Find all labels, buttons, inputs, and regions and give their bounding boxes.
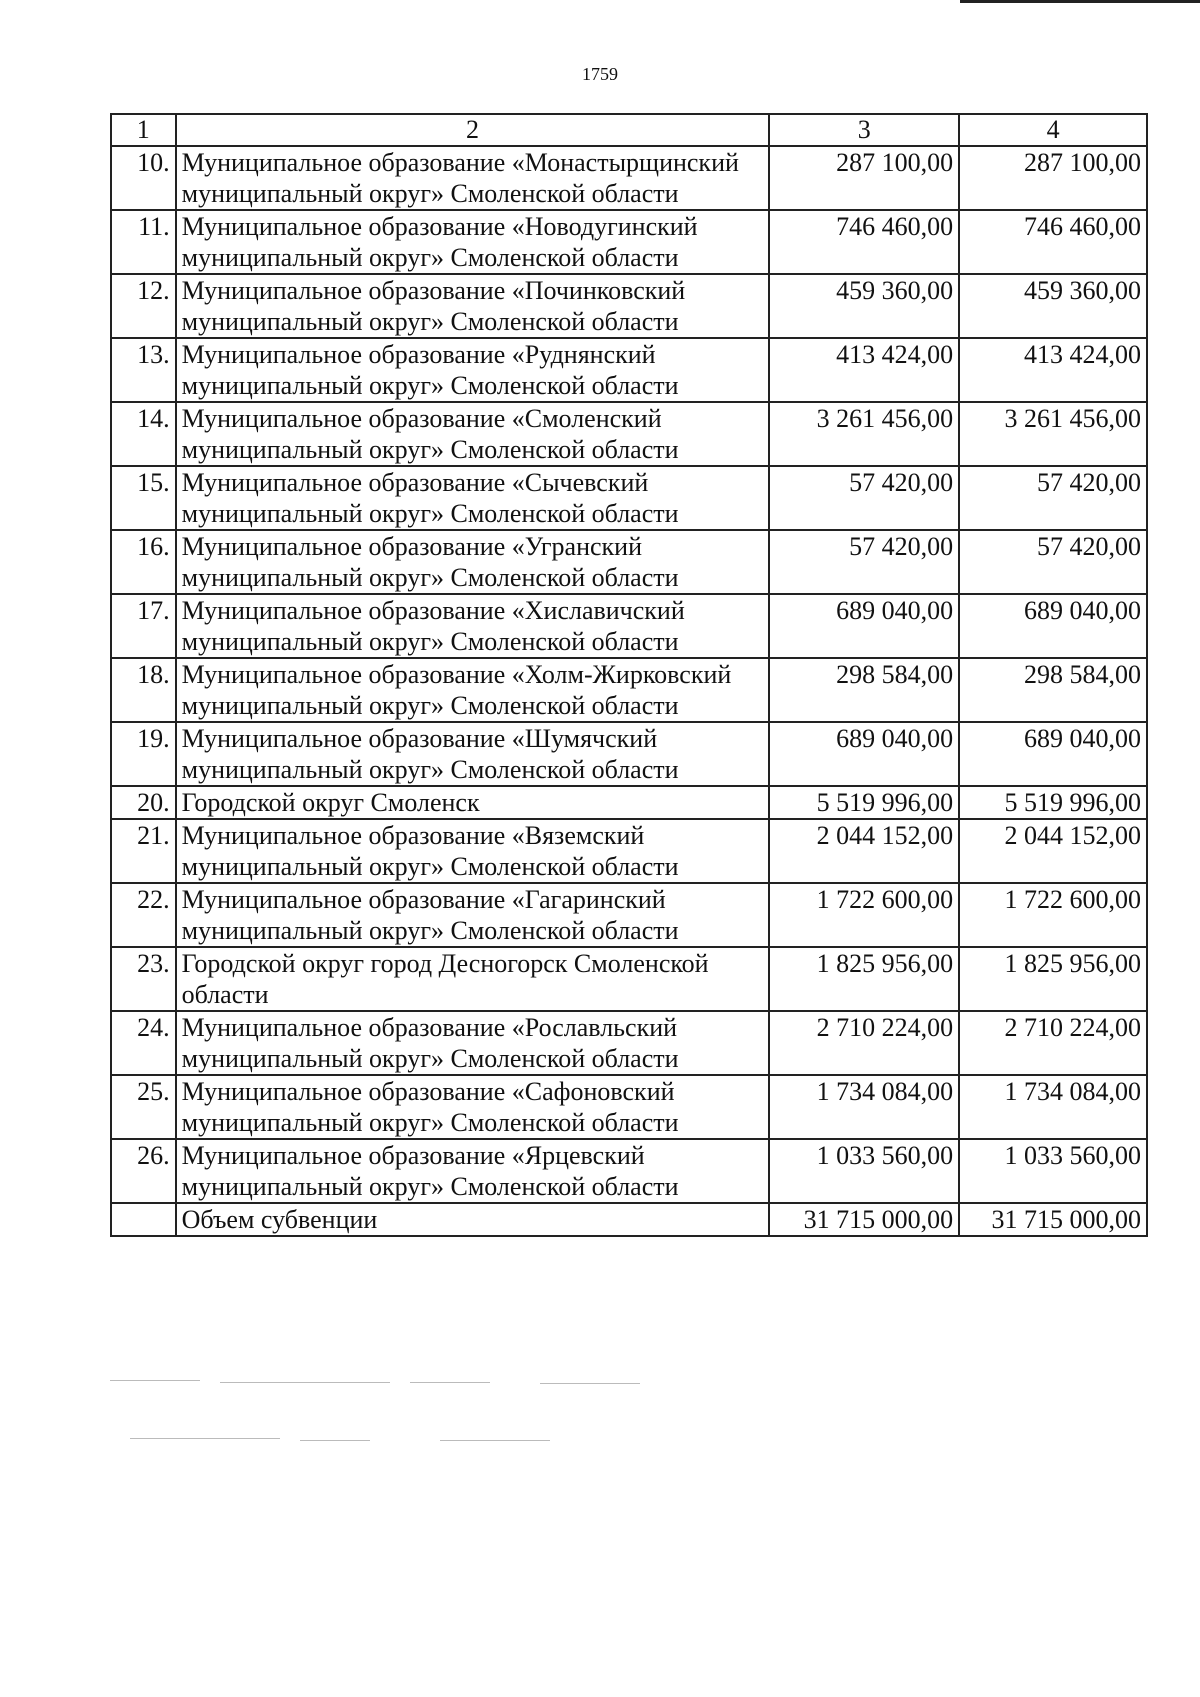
- column-3-value: 2 044 152,00: [769, 819, 959, 883]
- column-4-value: 746 460,00: [959, 210, 1147, 274]
- table-row: [111, 1075, 1147, 1139]
- municipality-name: Муниципальное образование «Починковский муниципальный округ» Смоленской области: [176, 274, 770, 338]
- table-row: [111, 274, 1147, 338]
- row-number: 23.: [111, 947, 176, 1011]
- column-3-value: 746 460,00: [769, 210, 959, 274]
- table-row: [111, 338, 1147, 402]
- scan-noise: [220, 1382, 390, 1383]
- row-number: 11.: [111, 210, 176, 274]
- municipality-name: Муниципальное образование «Рославльский муниципальный округ» Смоленской области: [176, 1011, 770, 1075]
- municipality-name: Муниципальное образование «Гагаринский муниципальный округ» Смоленской области: [176, 883, 770, 947]
- column-3-value: 287 100,00: [769, 146, 959, 210]
- table-row: [111, 1011, 1147, 1075]
- column-header: 2: [176, 114, 770, 146]
- scan-noise: [130, 1438, 280, 1439]
- municipality-name: Городской округ Смоленск: [176, 786, 770, 819]
- column-3-value: 1 825 956,00: [769, 947, 959, 1011]
- row-number: 17.: [111, 594, 176, 658]
- column-header: 3: [769, 114, 959, 146]
- table-row: [111, 1139, 1147, 1203]
- column-3-value: 57 420,00: [769, 466, 959, 530]
- row-number: 10.: [111, 146, 176, 210]
- row-number: 16.: [111, 530, 176, 594]
- table-row: [111, 658, 1147, 722]
- column-3-value: 298 584,00: [769, 658, 959, 722]
- column-3-value: 2 710 224,00: [769, 1011, 959, 1075]
- column-4-value: 3 261 456,00: [959, 402, 1147, 466]
- scan-noise: [110, 1380, 200, 1381]
- table-row: [111, 146, 1147, 210]
- row-number: 18.: [111, 658, 176, 722]
- column-3-value: 1 722 600,00: [769, 883, 959, 947]
- municipality-name: Муниципальное образование «Хиславичский муниципальный округ» Смоленской области: [176, 594, 770, 658]
- table-row: [111, 530, 1147, 594]
- scan-noise: [440, 1440, 550, 1441]
- municipality-name: Муниципальное образование «Вяземский муниципальный округ» Смоленской области: [176, 819, 770, 883]
- column-4-value: 689 040,00: [959, 722, 1147, 786]
- column-4-value: 1 722 600,00: [959, 883, 1147, 947]
- municipality-name: Муниципальное образование «Сычевский муниципальный округ» Смоленской области: [176, 466, 770, 530]
- column-4-value: 1 825 956,00: [959, 947, 1147, 1011]
- table-row: [111, 883, 1147, 947]
- table-row: [111, 210, 1147, 274]
- row-number: 13.: [111, 338, 176, 402]
- row-number: 15.: [111, 466, 176, 530]
- column-3-value: 31 715 000,00: [769, 1203, 959, 1236]
- column-4-value: 1 734 084,00: [959, 1075, 1147, 1139]
- row-number: 25.: [111, 1075, 176, 1139]
- column-4-value: 2 044 152,00: [959, 819, 1147, 883]
- column-3-value: 459 360,00: [769, 274, 959, 338]
- row-number: 22.: [111, 883, 176, 947]
- municipality-name: Муниципальное образование «Ярцевский муниципальный округ» Смоленской области: [176, 1139, 770, 1203]
- table-row: [111, 466, 1147, 530]
- column-4-value: 459 360,00: [959, 274, 1147, 338]
- column-4-value: 689 040,00: [959, 594, 1147, 658]
- scan-edge-line: [960, 0, 1200, 3]
- municipality-name: Муниципальное образование «Шумячский муниципальный округ» Смоленской области: [176, 722, 770, 786]
- row-number: 24.: [111, 1011, 176, 1075]
- table-row: [111, 722, 1147, 786]
- municipality-name: Муниципальное образование «Угранский муниципальный округ» Смоленской области: [176, 530, 770, 594]
- row-number: 19.: [111, 722, 176, 786]
- column-3-value: 3 261 456,00: [769, 402, 959, 466]
- table-body: [111, 146, 1147, 1236]
- table-row: [111, 947, 1147, 1011]
- column-3-value: 689 040,00: [769, 722, 959, 786]
- municipality-name: Объем субвенции: [176, 1203, 770, 1236]
- scan-noise: [540, 1383, 640, 1384]
- table-row: [111, 594, 1147, 658]
- column-header: 1: [111, 114, 176, 146]
- column-4-value: 2 710 224,00: [959, 1011, 1147, 1075]
- column-3-value: 689 040,00: [769, 594, 959, 658]
- row-number: 12.: [111, 274, 176, 338]
- column-4-value: 287 100,00: [959, 146, 1147, 210]
- scan-noise: [300, 1440, 370, 1441]
- municipality-name: Муниципальное образование «Сафоновский муниципальный округ» Смоленской области: [176, 1075, 770, 1139]
- total-row: [111, 1203, 1147, 1236]
- column-header: 4: [959, 114, 1147, 146]
- column-4-value: 298 584,00: [959, 658, 1147, 722]
- column-3-value: 57 420,00: [769, 530, 959, 594]
- row-number: [111, 1203, 176, 1236]
- column-4-value: 57 420,00: [959, 530, 1147, 594]
- column-4-value: 31 715 000,00: [959, 1203, 1147, 1236]
- column-3-value: 1 033 560,00: [769, 1139, 959, 1203]
- column-4-value: 5 519 996,00: [959, 786, 1147, 819]
- municipality-name: Муниципальное образование «Новодугинский муниципальный округ» Смоленской области: [176, 210, 770, 274]
- municipality-name: Муниципальное образование «Руднянский муниципальный округ» Смоленской области: [176, 338, 770, 402]
- row-number: 14.: [111, 402, 176, 466]
- table-row: [111, 819, 1147, 883]
- page-number: 1759: [582, 64, 618, 84]
- column-4-value: 57 420,00: [959, 466, 1147, 530]
- table-row: [111, 786, 1147, 819]
- municipality-name: Муниципальное образование «Монастырщинский муниципальный округ» Смоленской области: [176, 146, 770, 210]
- column-3-value: 413 424,00: [769, 338, 959, 402]
- row-number: 21.: [111, 819, 176, 883]
- column-4-value: 413 424,00: [959, 338, 1147, 402]
- scan-noise: [410, 1382, 490, 1383]
- municipality-name: Муниципальное образование «Холм-Жирковский муниципальный округ» Смоленской области: [176, 658, 770, 722]
- table-header-row: [111, 114, 1147, 146]
- column-3-value: 5 519 996,00: [769, 786, 959, 819]
- row-number: 20.: [111, 786, 176, 819]
- municipality-name: Муниципальное образование «Смоленский муниципальный округ» Смоленской области: [176, 402, 770, 466]
- column-4-value: 1 033 560,00: [959, 1139, 1147, 1203]
- row-number: 26.: [111, 1139, 176, 1203]
- municipality-name: Городской округ город Десногорск Смоленской области: [176, 947, 770, 1011]
- table-row: [111, 402, 1147, 466]
- subvention-table: [110, 113, 1148, 1237]
- column-3-value: 1 734 084,00: [769, 1075, 959, 1139]
